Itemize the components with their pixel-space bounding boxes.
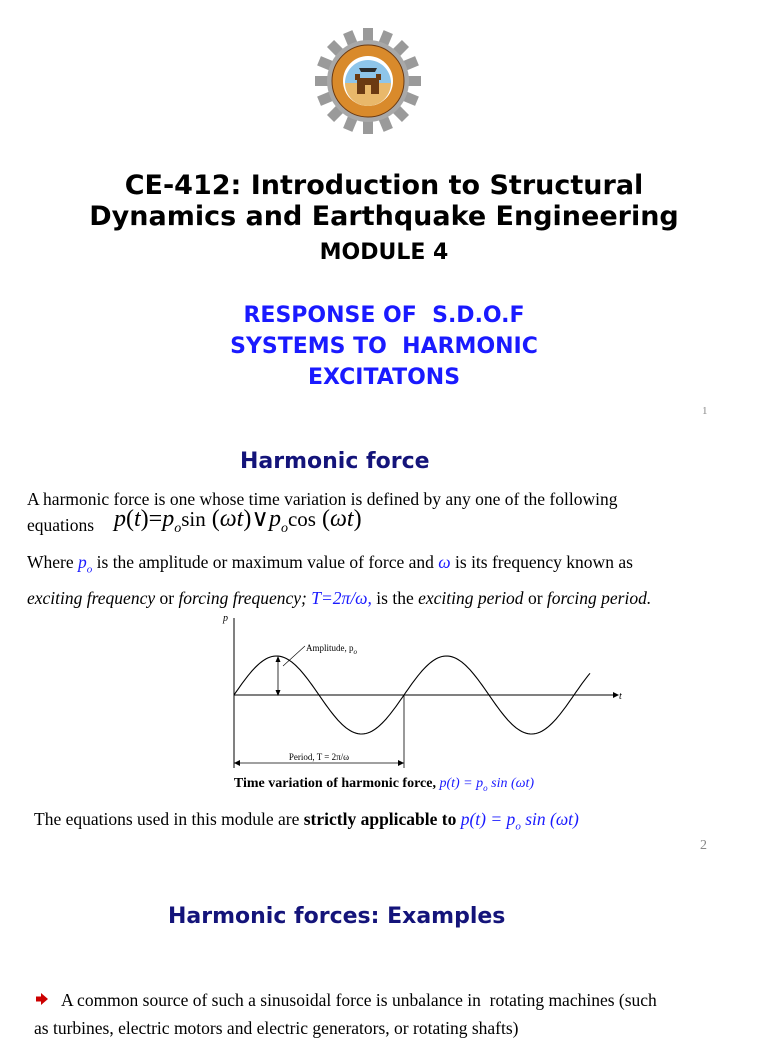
amplitude-leader — [283, 646, 305, 666]
page-number-1: 1 — [702, 405, 708, 417]
where-forcing-period: forcing period. — [546, 587, 652, 608]
where-po: p — [78, 552, 87, 572]
bullet-line1: A common source of such a sinusoidal force is unbalance in rotating machines (such — [61, 990, 657, 1010]
where-exciting-period: exciting period — [418, 587, 524, 608]
eq-t: t — [134, 506, 141, 532]
x-axis-label: t — [619, 691, 622, 702]
course-title-line1: CE-412: Introduction to Structural — [124, 170, 644, 201]
eq-equals: = — [148, 506, 163, 532]
module-label: MODULE 4 — [319, 240, 449, 265]
figure-caption — [0, 776, 768, 793]
subtitle-line1: RESPONSE OF S.D.O.F — [243, 303, 525, 328]
note-bold: strictly applicable to — [303, 809, 457, 829]
note-eq-b: sin (ωt) — [520, 809, 579, 829]
slide-subtitle — [0, 300, 768, 393]
eq-cos: cos — [287, 507, 316, 531]
heading-examples: Harmonic forces: Examples — [168, 904, 506, 929]
subtitle-line2: SYSTEMS TO HARMONIC — [230, 334, 538, 359]
caption-text: Time variation of harmonic force, — [233, 776, 440, 791]
where-period-formula: T=2π/ω, — [306, 587, 372, 608]
amplitude-label: Amplitude, $p_o$ — [306, 643, 357, 656]
course-title-line2: Dynamics and Earthquake Engineering — [89, 201, 679, 232]
note-eq-a: p(t) = p — [456, 809, 516, 829]
y-axis-label: p — [223, 613, 228, 624]
applicability-note — [34, 805, 579, 841]
bullet-line2: as turbines, electric motors and electric generators, or rotating shafts) — [34, 1018, 519, 1038]
harmonic-force-figure — [215, 608, 635, 773]
where-forcing-frequency: forcing frequency; — [178, 587, 307, 608]
period-label: Period, T = 2π/ω — [288, 752, 350, 762]
where-text-c: is its frequency known as — [450, 552, 633, 572]
where-line1 — [27, 548, 747, 584]
where-omega: ω — [438, 552, 451, 572]
course-title — [0, 170, 768, 232]
amplitude-arrow-up — [276, 656, 281, 662]
caption-eq-b: sin (ωt) — [487, 776, 535, 791]
where-paragraph — [27, 548, 747, 612]
where-or-1: or — [155, 587, 179, 608]
caption-eq-a: p(t) = p — [439, 776, 484, 791]
where-text-b: is the amplitude or maximum value of force and — [92, 552, 439, 572]
eq-sin: sin — [181, 507, 206, 531]
where-sub-o: o — [86, 563, 93, 576]
eq-sub-o: o — [174, 520, 182, 536]
eq-wt-2: ωt — [329, 506, 354, 532]
where-or-2: or — [523, 587, 547, 608]
eq-p: p — [114, 506, 126, 532]
university-logo — [315, 28, 421, 134]
page-number-2: 2 — [700, 838, 707, 853]
where-exciting-frequency: exciting frequency — [27, 587, 156, 608]
eq-or: ∨ — [251, 506, 269, 532]
subtitle-line3: EXCITATONS — [307, 365, 461, 390]
eq-po-2: p — [268, 506, 281, 532]
note-text: The equations used in this module are — [34, 809, 304, 829]
where-is-the: is the — [371, 587, 419, 608]
bullet-item — [34, 986, 734, 1042]
heading-harmonic-force: Harmonic force — [240, 449, 430, 474]
caption-equation — [439, 776, 534, 791]
where-text-a: Where — [27, 552, 79, 572]
harmonic-equation: $p(t)=p_o\sin$ $(\omega t)\vee p_o\cos$ (ωt) — [114, 506, 362, 536]
intro-equations-word: equations — [27, 515, 95, 535]
note-eq-sub: o — [515, 820, 521, 833]
period-arrow-right — [398, 760, 404, 766]
note-equation — [456, 809, 579, 833]
intro-line1: A harmonic force is one whose time variation is defined by any one of the following — [27, 489, 618, 509]
caption-eq-sub: o — [483, 782, 488, 793]
eq-po: p — [162, 506, 175, 532]
eq-wt: ωt — [219, 506, 244, 532]
period-arrow-left — [234, 760, 240, 766]
eq-sub-o-2: o — [280, 520, 288, 536]
